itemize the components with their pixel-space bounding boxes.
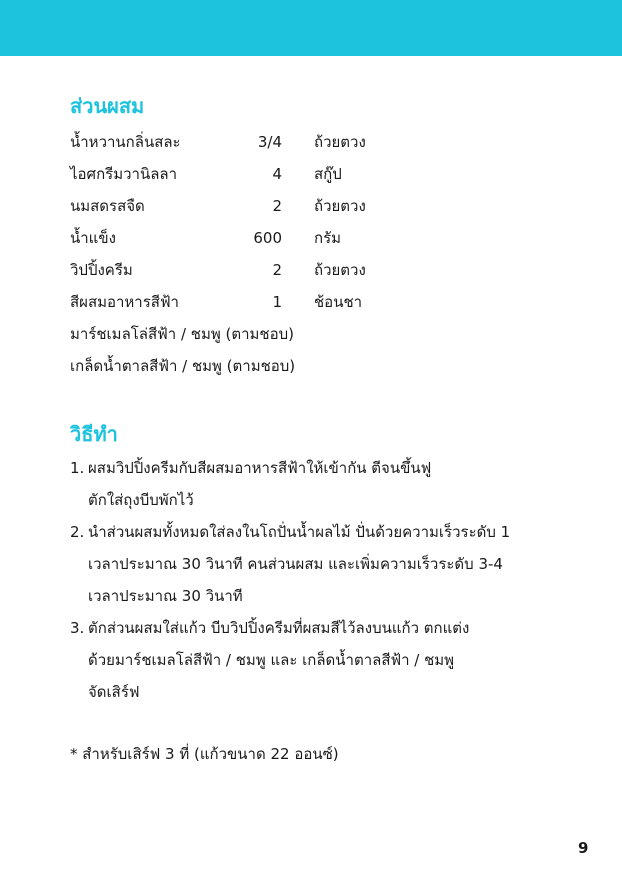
ingredient-unit: กรัม (314, 229, 342, 247)
ingredient-row (70, 222, 470, 254)
ingredient-quantity: 2 (272, 197, 282, 215)
ingredient-name: สีผสมอาหารสีฟ้า (70, 293, 179, 311)
ingredient-unit: ถ้วยตวง (314, 133, 366, 151)
ingredient-unit: สกู๊ป (314, 165, 342, 183)
page-number: 9 (578, 839, 589, 857)
ingredients-list (70, 126, 470, 382)
ingredient-name: นมสดรสจืด (70, 197, 145, 215)
method-step (70, 452, 570, 516)
step-text-line: ผสมวิปปิ้งครีมกับสีผสมอาหารสีฟ้าให้เข้ากัน ตีจนขึ้นฟู (88, 459, 432, 477)
ingredient-quantity: 1 (272, 293, 282, 311)
ingredient-row (70, 126, 470, 158)
step-text-line: เวลาประมาณ 30 วินาที คนส่วนผสม และเพิ่มความเร็วระดับ 3-4 (88, 555, 503, 573)
method-step (70, 612, 570, 708)
ingredient-unit: ช้อนชา (314, 293, 363, 311)
method-steps (70, 452, 570, 708)
step-text-line: ด้วยมาร์ชเมลโล่สีฟ้า / ชมพู และ เกล็ดน้ำตาลสีฟ้า / ชมพู (88, 651, 455, 669)
ingredient-quantity: 2 (272, 261, 282, 279)
ingredient-name: ไอศกรีมวานิลลา (70, 165, 178, 183)
ingredient-extra: มาร์ชเมลโล่สีฟ้า / ชมพู (ตามชอบ) (70, 325, 294, 343)
ingredient-row (70, 254, 470, 286)
ingredients-title: ส่วนผสม (70, 94, 145, 118)
ingredient-name: น้ำแข็ง (70, 229, 116, 247)
ingredient-quantity: 3/4 (257, 133, 282, 151)
ingredient-row (70, 158, 470, 190)
step-text-line: เวลาประมาณ 30 วินาที (88, 587, 243, 605)
ingredient-row (70, 190, 470, 222)
step-number: 1. (70, 459, 85, 477)
step-text-line: ตักส่วนผสมใส่แก้ว บีบวิปปิ้งครีมที่ผสมสีไว้ลงบนแก้ว ตกแต่ง (88, 619, 470, 637)
ingredient-row (70, 286, 470, 318)
serving-note: * สำหรับเสิร์ฟ 3 ที่ (แก้วขนาด 22 ออนซ์) (70, 745, 339, 763)
header-band (0, 0, 622, 56)
step-number: 3. (70, 619, 85, 637)
ingredient-quantity: 600 (253, 229, 282, 247)
step-number: 2. (70, 523, 85, 541)
ingredient-extra: เกล็ดน้ำตาลสีฟ้า / ชมพู (ตามชอบ) (70, 357, 296, 375)
method-title: วิธีทำ (70, 422, 118, 446)
ingredient-unit: ถ้วยตวง (314, 261, 366, 279)
step-text-line: นำส่วนผสมทั้งหมดใส่ลงในโถปั่นน้ำผลไม้ ปั่นด้วยความเร็วระดับ 1 (88, 523, 511, 541)
ingredient-unit: ถ้วยตวง (314, 197, 366, 215)
step-text-line: ตักใส่ถุงบีบพักไว้ (88, 491, 194, 509)
ingredient-name: น้ำหวานกลิ่นสละ (70, 133, 181, 151)
ingredient-quantity: 4 (272, 165, 282, 183)
ingredient-name: วิปปิ้งครีม (70, 261, 133, 279)
step-text-line: จัดเสิร์ฟ (88, 683, 140, 701)
method-step (70, 516, 570, 612)
